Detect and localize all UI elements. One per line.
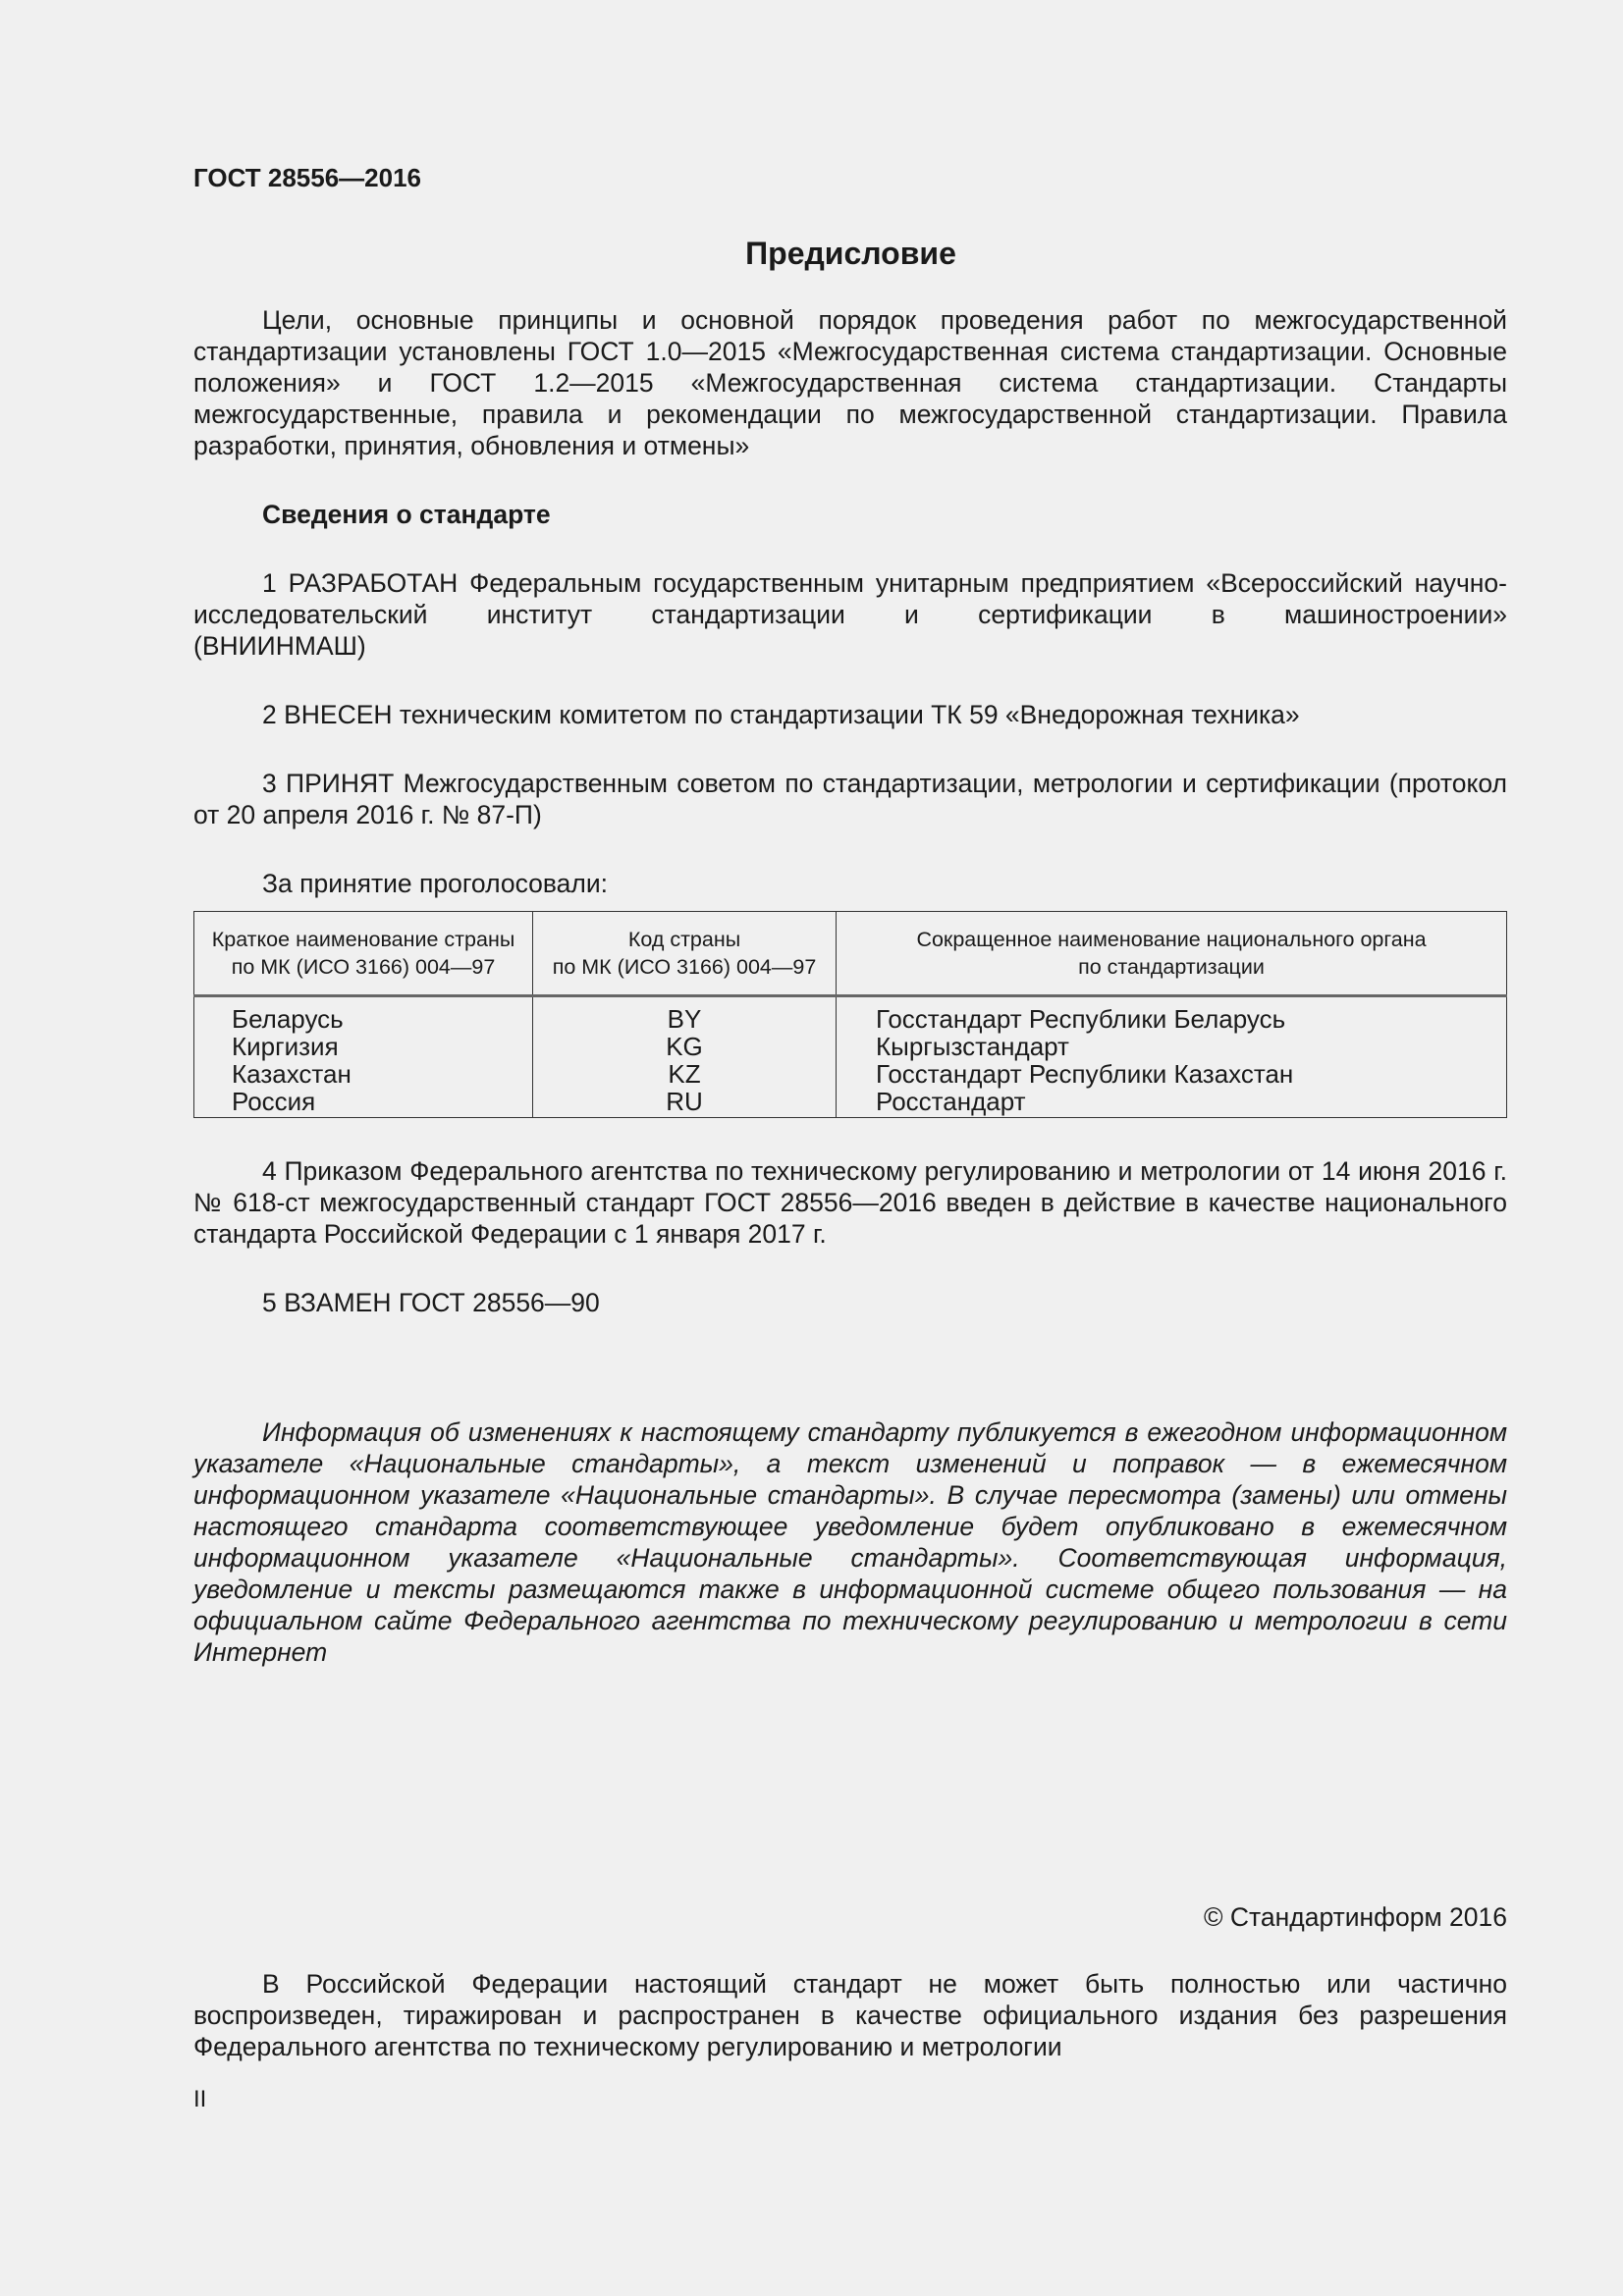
column-header-code: Код страны по МК (ИСО 3166) 004—97 — [533, 912, 837, 996]
intro-paragraph: Цели, основные принципы и основной порядок проведения работ по межгосударственной стандартизации установлены ГОСТ 1.0—2015 «Межгосударственная система стандартизации. Основные положения» и ГОСТ 1.2—2015 «Межгосударственная система стандартизации. Стандарты межгосударственные, правила и рекомендации по межгосударственной стандартизации. Правила разработки, принятия, обновления и отмены» — [193, 305, 1507, 460]
table-row — [194, 996, 1507, 1034]
item-5: 5 ВЗАМЕН ГОСТ 28556—90 — [262, 1288, 600, 1317]
body-cell: Госстандарт Республики Казахстан — [837, 1060, 1507, 1088]
page-title: Предисловие — [745, 236, 956, 271]
standard-code: ГОСТ 28556—2016 — [193, 163, 421, 192]
item-1: 1 РАЗРАБОТАН Федеральным государственным унитарным предприятием «Всероссийский научно-исследовательский институт стандартизации и сертификации в машиностроении» — [193, 568, 1507, 629]
body-cell: Госстандарт Республики Беларусь — [837, 996, 1507, 1034]
column-header-body: Сокращенное наименование национального органа по стандартизации — [837, 912, 1507, 996]
subheading: Сведения о стандарте — [262, 500, 551, 529]
body-cell: Кыргызстандарт — [837, 1033, 1507, 1060]
amendments-notice: Информация об изменениях к настоящему стандарту публикуется в ежегодном информационном указателе «Национальные стандарты», а текст изменений и поправок — в ежемесячном информационном указателе «Национальные стандарты». В случае пересмотра (замены) или отмены настоящего стандарта соответствующее уведомление будет опубликовано в ежемесячном информационном указателе «Национальные стандарты». Соответствующая информация, уведомление и тексты размещаются также в информационной системе общего пользования — на официальном сайте Федерального агентства по техническому регулированию и метрологии в сети Интернет — [193, 1417, 1507, 1667]
voting-table — [193, 911, 1507, 1118]
code-cell: BY — [533, 996, 837, 1034]
column-header-country: Краткое наименование страны по МК (ИСО 3166) 004—97 — [194, 912, 533, 996]
table-row — [194, 1033, 1507, 1060]
country-cell: Казахстан — [194, 1060, 533, 1088]
code-cell: KZ — [533, 1060, 837, 1088]
foreword-content — [193, 304, 1507, 1668]
country-cell: Киргизия — [194, 1033, 533, 1060]
table-header-row — [194, 912, 1507, 996]
vote-label: За принятие проголосовали: — [262, 869, 609, 898]
item-2: 2 ВНЕСЕН техническим комитетом по стандартизации ТК 59 «Внедорожная техника» — [262, 700, 1300, 729]
country-cell: Россия — [194, 1088, 533, 1118]
rights-paragraph: В Российской Федерации настоящий стандарт не может быть полностью или частично воспроизведен, тиражирован и распространен в качестве официального издания без разрешения Федерального агентства по техническому регулированию и метрологии — [193, 1969, 1507, 2061]
item-4: 4 Приказом Федерального агентства по техническому регулированию и метрологии от 14 июня 2016 г. № 618-ст межгосударственный стандарт ГОСТ 28556—2016 введен в действие в качестве национального стандарта Российской Федерации с 1 января 2017 г. — [193, 1156, 1507, 1249]
table-row — [194, 1060, 1507, 1088]
item-1-continuation: (ВНИИНМАШ) — [193, 631, 366, 661]
page-number: II — [193, 2086, 207, 2112]
country-cell: Беларусь — [194, 996, 533, 1034]
copyright-line: © Стандартинформ 2016 — [1204, 1902, 1507, 1932]
rights-block — [193, 1968, 1507, 2062]
item-3: 3 ПРИНЯТ Межгосударственным советом по стандартизации, метрологии и сертификации (протокол от 20 апреля 2016 г. № 87-П) — [193, 769, 1507, 829]
table-row — [194, 1088, 1507, 1118]
code-cell: RU — [533, 1088, 837, 1118]
code-cell: KG — [533, 1033, 837, 1060]
body-cell: Росстандарт — [837, 1088, 1507, 1118]
